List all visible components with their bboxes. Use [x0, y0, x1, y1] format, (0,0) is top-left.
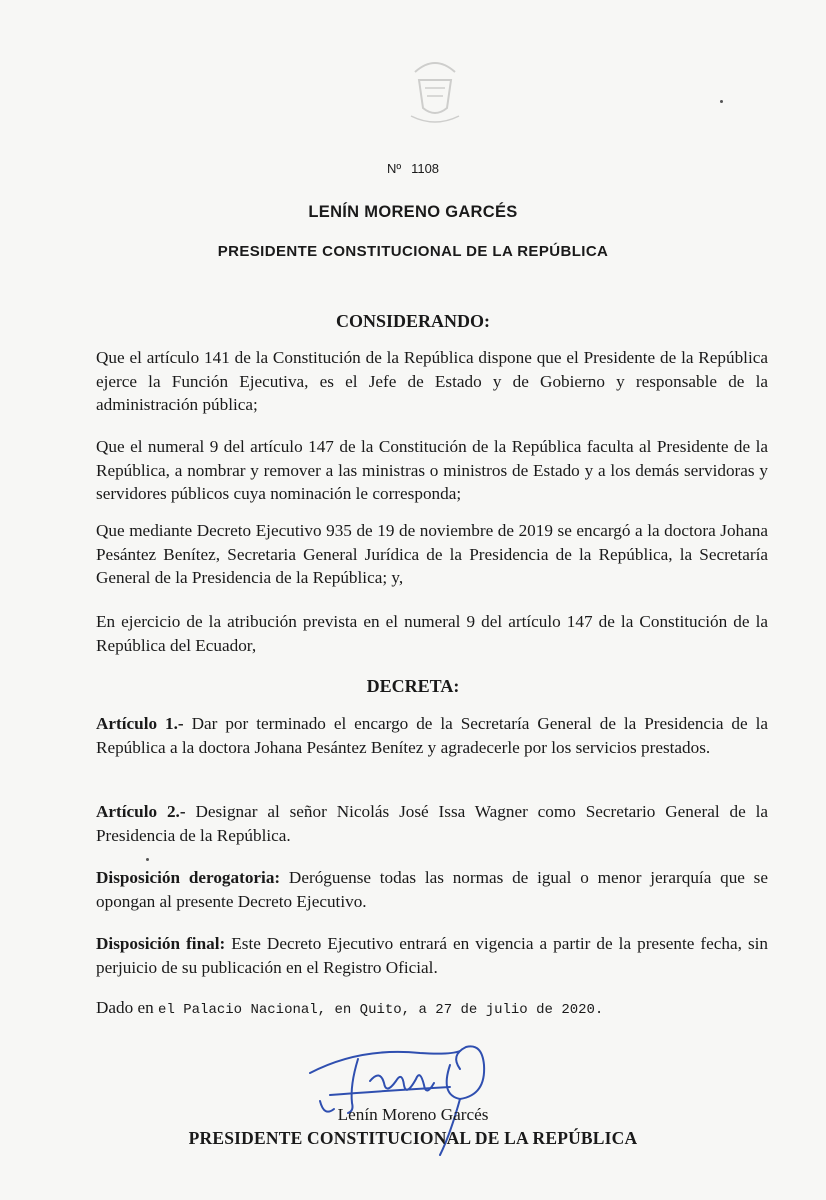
place-date: el Palacio Nacional, en Quito, a 27 de julio de 2020. — [158, 1002, 604, 1018]
number-prefix: Nº — [386, 161, 402, 176]
considerando-paragraph: Que el artículo 141 de la Constitución de la República dispone que el Presidente de la República ejerce la Función Ejecutiva, es el Jefe de Estado y de Gobierno y responsable de la administración pública; — [96, 348, 768, 414]
article-paragraph — [96, 932, 768, 979]
decree-number — [0, 160, 826, 178]
number-value: 1108 — [411, 161, 440, 176]
coat-of-arms-seal-icon — [405, 52, 465, 130]
speck — [146, 858, 149, 861]
considerando-paragraph: Que mediante Decreto Ejecutivo 935 de 19 de noviembre de 2019 se encargó a la doctora Johana Pesántez Benítez, Secretaria General Jurídica de la Presidencia de la República, la Secretaría General de la Presidencia de la República; y, — [96, 521, 768, 587]
article-paragraph — [96, 800, 768, 847]
article-text: Este Decreto Ejecutivo entrará en vigencia a partir de la presente fecha, sin perjuicio de su publicación en el Registro Oficial. — [96, 934, 769, 977]
dado-en-label: Dado en — [96, 998, 154, 1017]
considerando-paragraph: Que el numeral 9 del artículo 147 de la Constitución de la República faculta al Presidente de la República, a nombrar y remover a las ministras o ministros de Estado y a los demás servidoras y servidores públicos cuya nominación le corresponda; — [96, 437, 768, 503]
article-paragraph — [96, 712, 768, 759]
speck — [720, 100, 723, 103]
signer-name: Lenín Moreno Garcés — [337, 1105, 489, 1124]
considerando-heading: CONSIDERANDO: — [335, 311, 490, 331]
president-office-heading: PRESIDENTE CONSTITUCIONAL DE LA REPÚBLICA — [217, 243, 609, 260]
article-label: Artículo 2.- — [96, 802, 186, 821]
article-text: Deróguense todas las normas de igual o menor jerarquía que se opongan al presente Decreto Ejecutivo. — [96, 868, 769, 911]
decreta-heading: DECRETA: — [366, 676, 460, 696]
article-text: Dar por terminado el encargo de la Secretaría General de la Presidencia de la República a la doctora Johana Pesántez Benítez y agradecerle por los servicios prestados. — [96, 714, 768, 757]
article-label: Disposición derogatoria: — [96, 868, 281, 887]
president-name-heading: LENÍN MORENO GARCÉS — [308, 203, 518, 221]
article-paragraph — [96, 866, 768, 913]
article-text: Designar al señor Nicolás José Issa Wagner como Secretario General de la Presidencia de la República. — [96, 802, 768, 845]
article-label: Disposición final: — [96, 934, 226, 953]
closing-line — [96, 996, 768, 1023]
considerando-paragraph: En ejercicio de la atribución prevista en el numeral 9 del artículo 147 de la Constitución de la República del Ecuador, — [96, 612, 768, 655]
signer-title: PRESIDENTE CONSTITUCIONAL DE LA REPÚBLICA — [188, 1128, 638, 1148]
article-label: Artículo 1.- — [96, 714, 184, 733]
